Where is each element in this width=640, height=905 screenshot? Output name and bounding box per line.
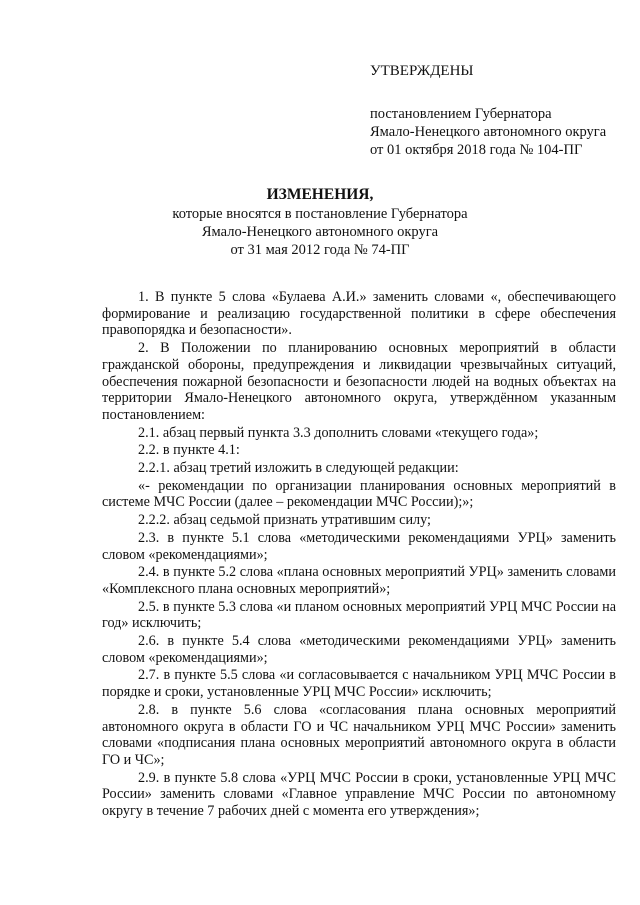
document-body bbox=[102, 289, 616, 821]
title-line: которые вносятся в постановление Губернатора bbox=[172, 206, 468, 222]
approval-line: от 01 октября 2018 года № 104-ПГ bbox=[370, 142, 583, 158]
paragraph: 2.5. в пункте 5.3 слова «и планом основных мероприятий УРЦ МЧС России на год» исключить; bbox=[102, 598, 616, 632]
paragraph: 2.4. в пункте 5.2 слова «плана основных мероприятий УРЦ» заменить словами «Комплексного плана основных мероприятий»; bbox=[102, 564, 616, 597]
approval-line: Ямало-Ненецкого автономного округа bbox=[370, 124, 607, 140]
approval-line: постановлением Губернатора bbox=[370, 106, 552, 122]
paragraph: 2.2.1. абзац третий изложить в следующей редакции: bbox=[138, 460, 459, 477]
paragraph: 2. В Положении по планированию основных мероприятий в области гражданской обороны, предупреждения и ликвидации чрезвычайных ситуаций, обеспечения пожарной безопасности и безопасности людей на водных объектах на территории Ямало-Ненецкого автономного округа, утверждённом указанным постановлением: bbox=[102, 340, 616, 423]
paragraph: 2.2.2. абзац седьмой признать утратившим силу; bbox=[138, 512, 431, 529]
paragraph: 2.6. в пункте 5.4 слова «методическими рекомендациями УРЦ» заменить словом «рекомендациями»; bbox=[102, 633, 616, 666]
paragraph: 1. В пункте 5 слова «Булаева А.И.» заменить словами «, обеспечивающего формирование и реализацию государственной политики в сфере обеспечения правопорядка и безопасности». bbox=[102, 289, 616, 339]
paragraph: 2.1. абзац первый пункта 3.3 дополнить словами «текущего года»; bbox=[138, 424, 539, 441]
paragraph: 2.9. в пункте 5.8 слова «УРЦ МЧС России в сроки, установленные УРЦ МЧС России» заменить словами «Главное управление МЧС России по автономному округу в течение 7 рабочих дней с момента его утверждения»; bbox=[102, 769, 616, 820]
paragraph: 2.8. в пункте 5.6 слова «согласования плана основных мероприятий автономного округа в области ГО и ЧС начальником УРЦ МЧС России» заменить словами «подписания плана основных мероприятий автономного округа в области ГО и ЧС»; bbox=[102, 701, 616, 768]
title-line: от 31 мая 2012 года № 74-ПГ bbox=[230, 242, 410, 258]
paragraph: 2.7. в пункте 5.5 слова «и согласовывается с начальником УРЦ МЧС России в порядке и сроки, установленные УРЦ МЧС России» исключить; bbox=[102, 667, 616, 701]
title-line: Ямало-Ненецкого автономного округа bbox=[201, 224, 439, 240]
approval-word: УТВЕРЖДЕНЫ bbox=[370, 63, 474, 79]
document-title-block bbox=[40, 186, 600, 259]
paragraph: «- рекомендации по организации планирования основных мероприятий в системе МЧС России (далее – рекомендации МЧС России);»; bbox=[102, 477, 616, 511]
paragraph: 2.3. в пункте 5.1 слова «методическими рекомендациями УРЦ» заменить словом «рекомендациями»; bbox=[102, 529, 616, 563]
document-title: ИЗМЕНЕНИЯ, bbox=[266, 186, 374, 203]
paragraph: 2.2. в пункте 4.1: bbox=[138, 442, 240, 459]
approval-block bbox=[370, 62, 630, 159]
